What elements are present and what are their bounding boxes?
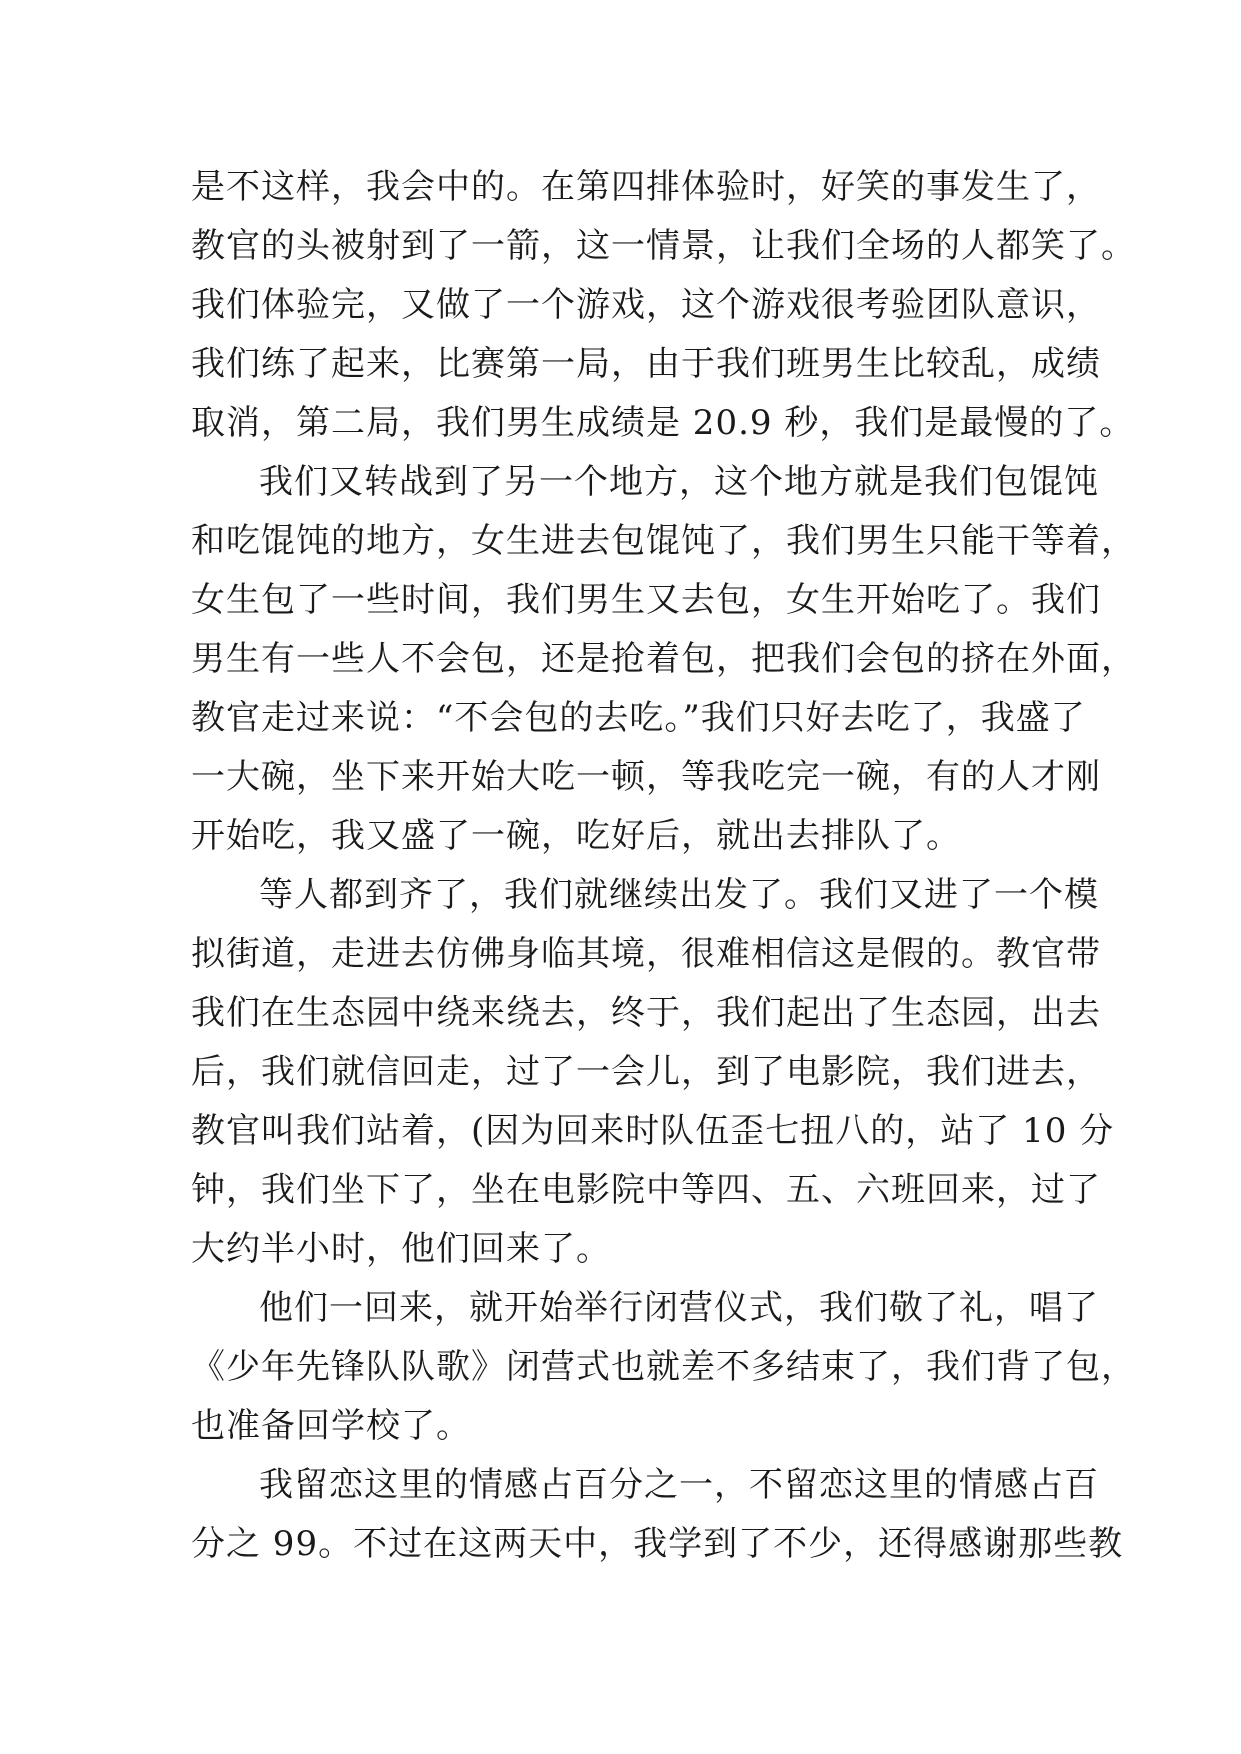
text-line-18: 钟，我们坐下了，坐在电影院中等四、五、六班回来，过了	[191, 1170, 1101, 1210]
text-line-11: 一大碗，坐下来开始大吃一顿，等我吃完一碗，有的人才刚	[191, 757, 1101, 797]
text-line-2: 教官的头被射到了一箭，这一情景，让我们全场的人都笑了。	[191, 226, 1136, 266]
text-line-16: 后，我们就信回走，过了一会儿，到了电影院，我们进去，	[191, 1052, 1101, 1092]
text-line-21: 《少年先锋队队歌》闭营式也就差不多结束了，我们背了包，	[191, 1347, 1136, 1387]
text-line-24: 分之 99。不过在这两天中，我学到了不少，还得感谢那些教	[191, 1524, 1124, 1564]
text-line-8: 女生包了一些时间，我们男生又去包，女生开始吃了。我们	[191, 580, 1101, 620]
text-line-13: 等人都到齐了，我们就继续出发了。我们又进了一个模	[259, 875, 1099, 915]
text-line-12: 开始吃，我又盛了一碗，吃好后，就出去排队了。	[191, 816, 961, 856]
text-line-23: 我留恋这里的情感占百分之一，不留恋这里的情感占百	[259, 1465, 1099, 1505]
text-line-22: 也准备回学校了。	[191, 1406, 471, 1446]
text-line-1: 是不这样，我会中的。在第四排体验时，好笑的事发生了，	[191, 167, 1101, 207]
text-line-7: 和吃馄饨的地方，女生进去包馄饨了，我们男生只能干等着，	[191, 521, 1136, 561]
document-body	[191, 158, 1136, 1574]
text-line-10: 教官走过来说：“不会包的去吃。”我们只好去吃了，我盛了	[191, 698, 1086, 738]
text-line-4: 我们练了起来，比赛第一局，由于我们班男生比较乱，成绩	[191, 344, 1101, 384]
text-line-9: 男生有一些人不会包，还是抢着包，把我们会包的挤在外面，	[191, 639, 1136, 679]
text-line-20: 他们一回来，就开始举行闭营仪式，我们敬了礼，唱了	[259, 1288, 1099, 1328]
text-line-17: 教官叫我们站着，(因为回来时队伍歪七扭八的，站了 10 分	[191, 1111, 1115, 1151]
text-line-3: 我们体验完，又做了一个游戏，这个游戏很考验团队意识，	[191, 285, 1101, 325]
text-line-5: 取消，第二局，我们男生成绩是 20.9 秒，我们是最慢的了。	[191, 403, 1135, 443]
text-line-19: 大约半小时，他们回来了。	[191, 1229, 611, 1269]
text-line-6: 我们又转战到了另一个地方，这个地方就是我们包馄饨	[259, 462, 1099, 502]
text-line-14: 拟街道，走进去仿佛身临其境，很难相信这是假的。教官带	[191, 934, 1101, 974]
text-line-15: 我们在生态园中绕来绕去，终于，我们起出了生态园，出去	[191, 993, 1101, 1033]
